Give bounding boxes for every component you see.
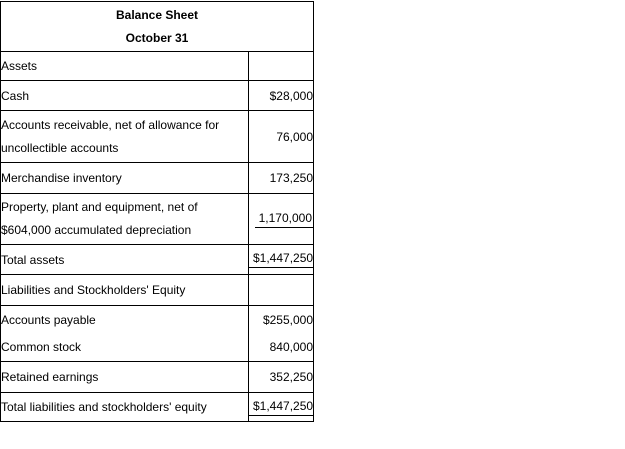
property-plant-equipment-label-line1: Property, plant and equipment, net of — [1, 200, 198, 214]
header-row — [1, 2, 314, 52]
liabilities-equity-section-value-empty — [249, 275, 314, 306]
row-accounts-payable-common-stock — [1, 306, 314, 362]
assets-section-value-empty — [249, 52, 314, 81]
property-plant-equipment-value-cell — [249, 194, 314, 245]
common-stock-value: 840,000 — [269, 339, 314, 354]
accounts-receivable-label — [1, 111, 249, 163]
statement-title: Balance Sheet — [115, 7, 199, 22]
property-plant-equipment-value: 1,170,000 — [255, 211, 313, 228]
row-property-plant-equipment — [1, 194, 314, 245]
balance-sheet-document — [0, 1, 625, 449]
accounts-payable-common-stock-labels — [1, 306, 249, 362]
merchandise-inventory-label: Merchandise inventory — [1, 163, 249, 194]
accounts-receivable-label-line1: Accounts receivable, net of allowance for — [1, 117, 220, 132]
row-total-assets — [1, 245, 314, 275]
total-assets-label: Total assets — [1, 245, 249, 275]
accounts-receivable-label-line2: uncollectible accounts — [1, 140, 119, 155]
liabilities-equity-section-label: Liabilities and Stockholders' Equity — [1, 275, 249, 306]
statement-date: October 31 — [125, 30, 189, 45]
merchandise-inventory-value: 173,250 — [249, 163, 314, 194]
assets-section-label: Assets — [1, 52, 249, 81]
accounts-receivable-value: 76,000 — [249, 111, 314, 163]
row-cash — [1, 81, 314, 111]
row-accounts-receivable — [1, 111, 314, 163]
total-liabilities-equity-value-cell — [249, 393, 314, 422]
row-total-liabilities-equity — [1, 393, 314, 422]
total-liabilities-equity-value: $1,447,250 — [249, 399, 314, 416]
row-liabilities-equity-section — [1, 275, 314, 306]
total-assets-value: $1,447,250 — [249, 251, 314, 268]
accounts-payable-common-stock-values — [249, 306, 314, 362]
row-retained-earnings — [1, 362, 314, 393]
retained-earnings-label: Retained earnings — [1, 362, 249, 393]
property-plant-equipment-label — [1, 194, 249, 245]
balance-sheet-table — [0, 1, 314, 422]
cash-label: Cash — [1, 81, 249, 111]
row-assets-section — [1, 52, 314, 81]
common-stock-label: Common stock — [1, 339, 82, 354]
total-assets-value-cell — [249, 245, 314, 275]
retained-earnings-value: 352,250 — [249, 362, 314, 393]
accounts-payable-label: Accounts payable — [1, 312, 96, 327]
total-liabilities-equity-label: Total liabilities and stockholders' equity — [1, 393, 249, 422]
accounts-payable-value: $255,000 — [262, 312, 314, 327]
row-merchandise-inventory — [1, 163, 314, 194]
statement-header-cell — [1, 2, 314, 52]
property-plant-equipment-label-line2: $604,000 accumulated depreciation — [1, 223, 192, 237]
cash-value: $28,000 — [249, 81, 314, 111]
